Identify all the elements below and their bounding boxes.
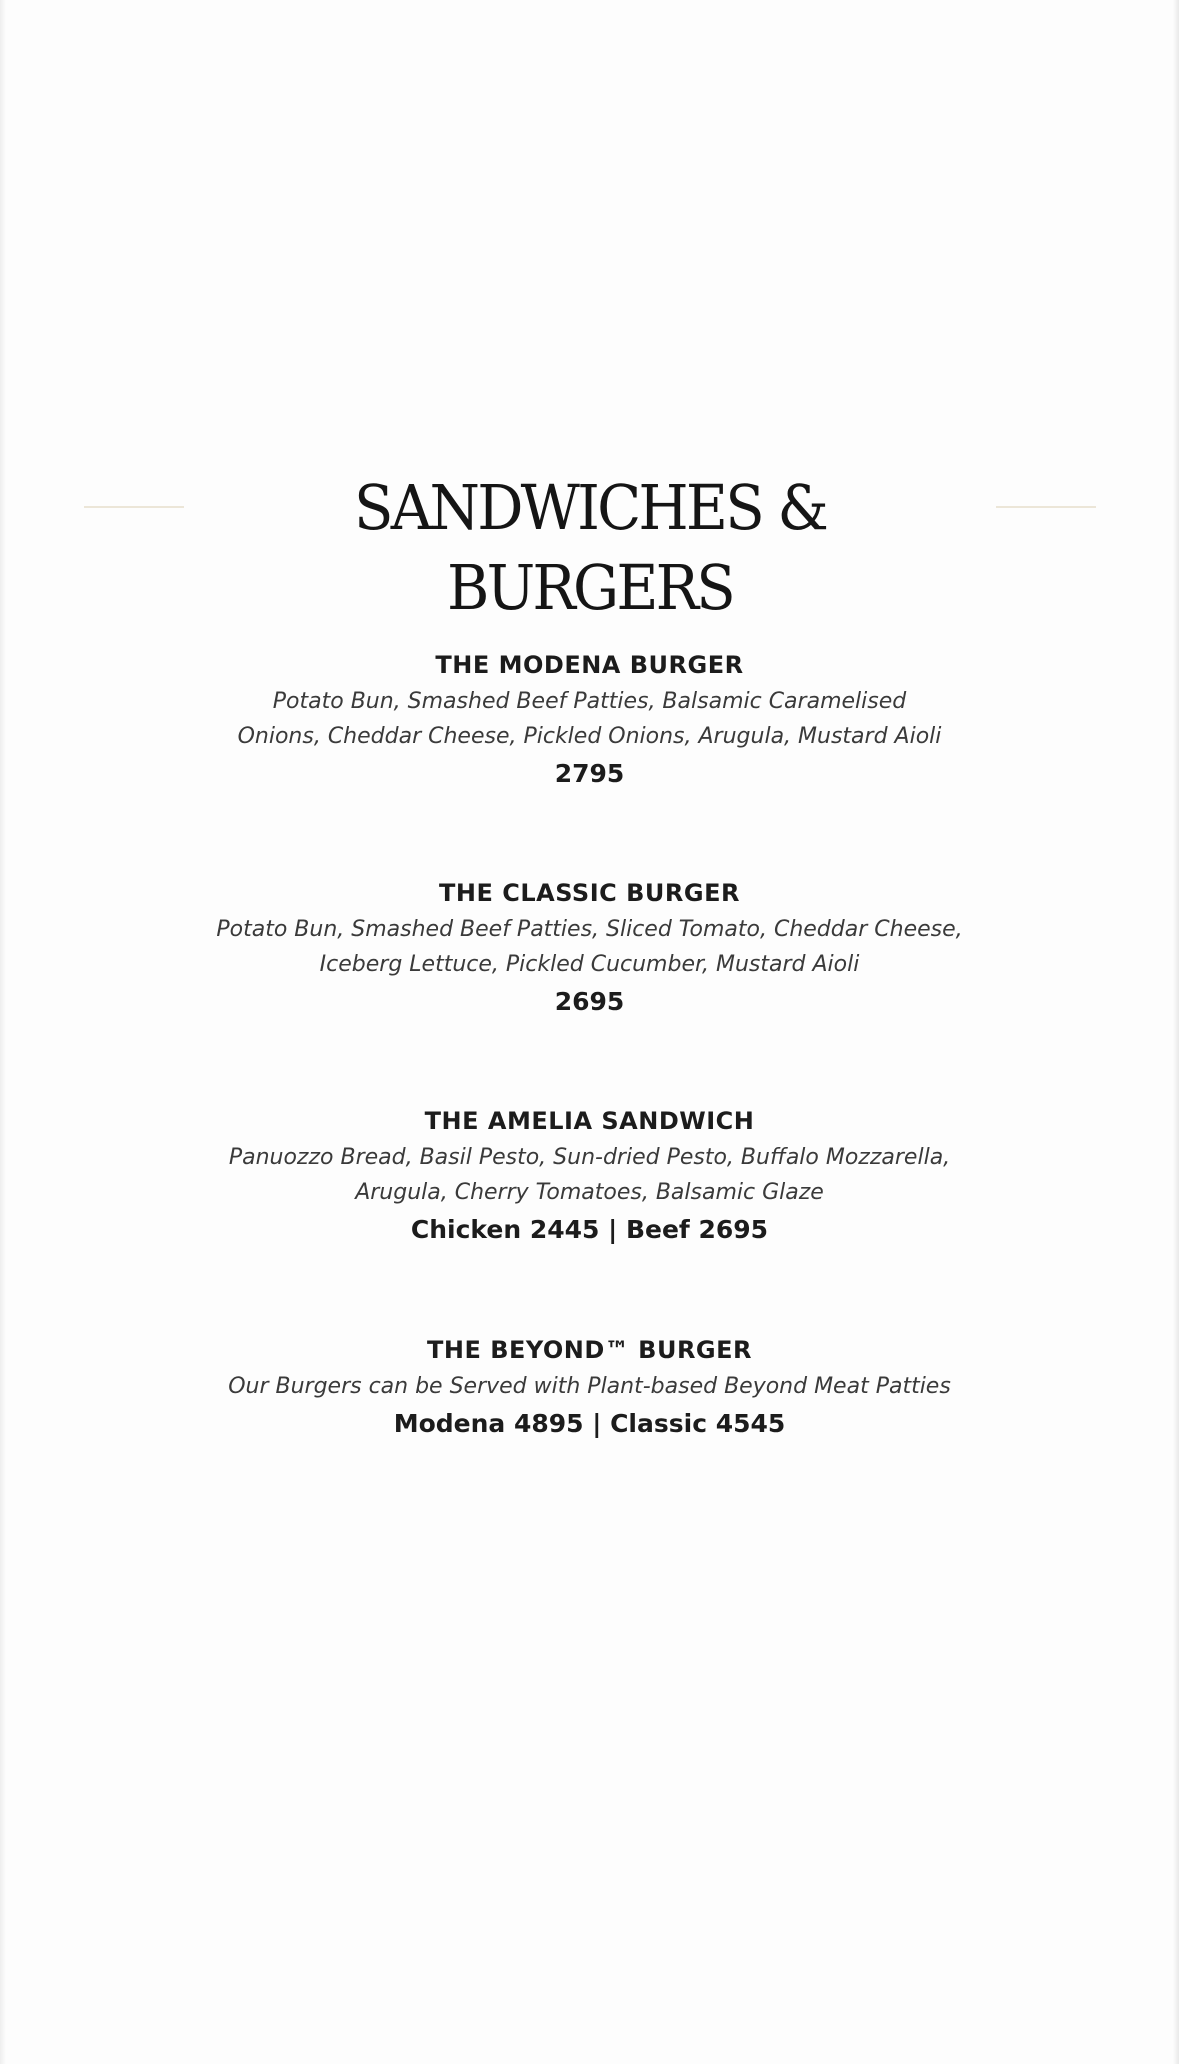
item-description — [0, 1369, 1179, 1404]
item-price: 2795 — [554, 759, 625, 788]
menu-item-classic-burger — [0, 876, 1179, 1020]
item-price: Chicken 2445 | Beef 2695 — [410, 1215, 769, 1244]
menu-item-amelia-sandwich — [0, 1104, 1179, 1248]
item-description — [0, 912, 1179, 982]
item-price: Modena 4895 | Classic 4545 — [393, 1409, 786, 1438]
item-description-line: Panuozzo Bread, Basil Pesto, Sun-dried Pesto, Buffalo Mozzarella, — [228, 1145, 951, 1170]
item-description-line: Iceberg Lettuce, Pickled Cucumber, Mustard Aioli — [319, 952, 860, 977]
item-description — [0, 684, 1179, 754]
item-description-line: Potato Bun, Smashed Beef Patties, Sliced Tomato, Cheddar Cheese, — [216, 917, 963, 942]
item-description-line: Potato Bun, Smashed Beef Patties, Balsamic Caramelised — [272, 689, 907, 714]
item-name: THE CLASSIC BURGER — [439, 879, 740, 907]
item-description-line: Our Burgers can be Served with Plant-based Beyond Meat Patties — [228, 1374, 951, 1399]
item-price: 2695 — [554, 987, 625, 1016]
item-description — [0, 1140, 1179, 1210]
menu-item-beyond-burger — [0, 1333, 1179, 1442]
item-description-line: Arugula, Cherry Tomatoes, Balsamic Glaze — [355, 1180, 824, 1205]
item-name: THE BEYOND™ BURGER — [426, 1336, 753, 1364]
menu-item-modena-burger — [0, 648, 1179, 792]
item-name: THE MODENA BURGER — [435, 651, 744, 679]
title-divider-right — [996, 506, 1096, 508]
title-divider-left — [84, 506, 184, 508]
section-header — [0, 468, 1179, 624]
page-edge-left — [0, 0, 6, 2064]
page-edge-right — [1173, 0, 1179, 2064]
section-title: SANDWICHES & BURGERS — [353, 471, 827, 624]
item-description-line: Onions, Cheddar Cheese, Pickled Onions, Arugula, Mustard Aioli — [237, 724, 942, 749]
item-name: THE AMELIA SANDWICH — [424, 1107, 755, 1135]
